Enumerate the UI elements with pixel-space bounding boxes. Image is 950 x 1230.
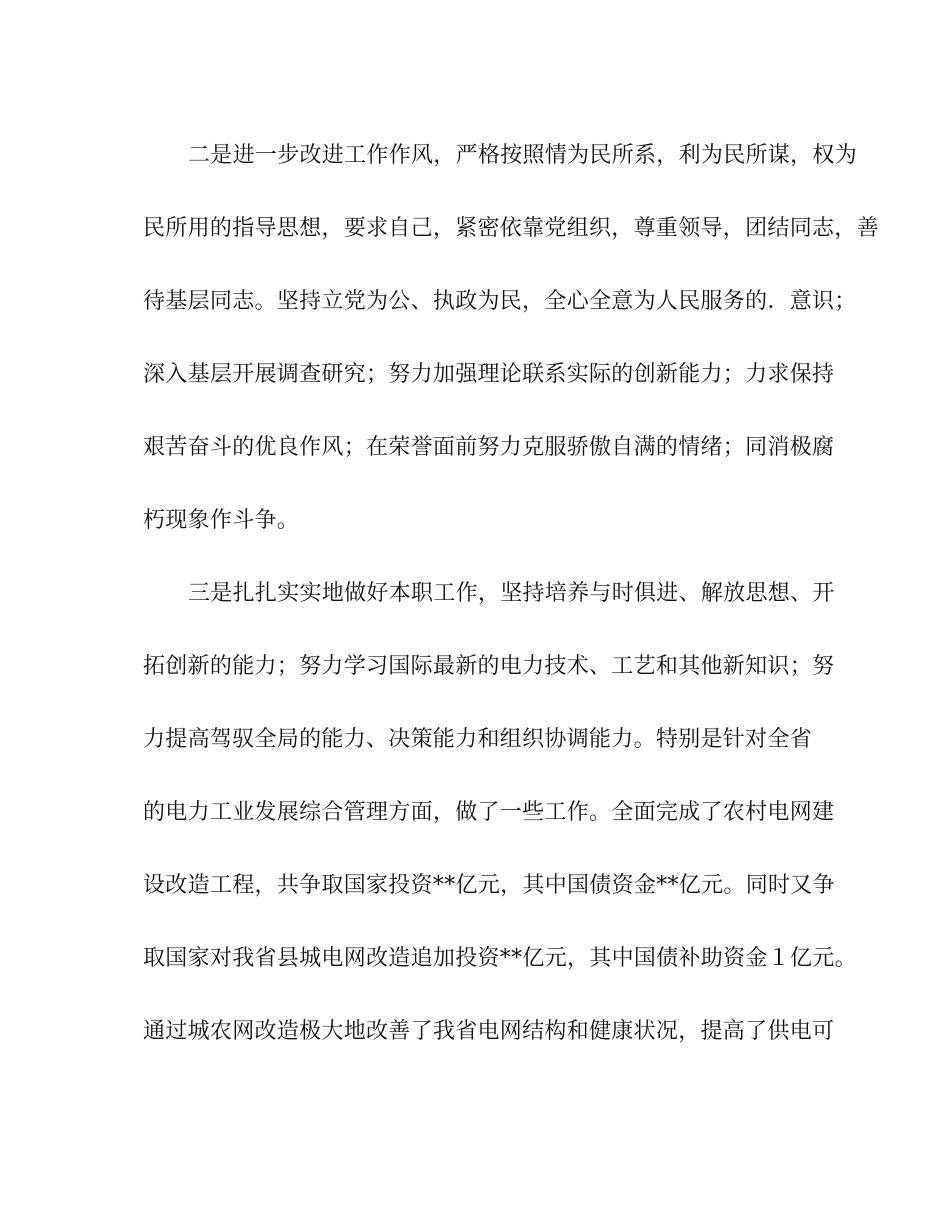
paragraph-line: 民所用的指导思想，要求自己，紧密依靠党组织，尊重领导，团结同志，善 [143,216,879,241]
paragraph-line: 取国家对我省县城电网改造追加投资**亿元，其中国债补助资金１亿元。 [143,946,857,971]
paragraph-line: 拓创新的能力；努力学习国际最新的电力技术、工艺和其他新知识；努 [143,654,835,679]
paragraph-line: 力提高驾驭全局的能力、决策能力和组织协调能力。特别是针对全省 [143,727,813,752]
paragraph-line: 的电力工业发展综合管理方面，做了一些工作。全面完成了农村电网建 [143,800,835,825]
document-body [143,128,879,1077]
paragraph-line: 三是扎扎实实地做好本职工作，坚持培养与时俱进、解放思想、开 [188,581,835,606]
paragraph-line: 通过城农网改造极大地改善了我省电网结构和健康状况，提高了供电可 [143,1019,835,1044]
paragraph-line: 待基层同志。坚持立党为公、执政为民，全心全意为人民服务的．意识； [143,289,857,314]
paragraph-line: 设改造工程，共争取国家投资**亿元，其中国债资金**亿元。同时又争 [143,873,835,898]
paragraph-line: 二是进一步改进工作作风，严格按照情为民所系，利为民所谋，权为 [188,143,858,168]
paragraph-line: 朽现象作斗争。 [143,508,300,533]
paragraph-line: 艰苦奋斗的优良作风；在荣誉面前努力克服骄傲自满的情绪；同消极腐 [143,435,835,460]
paragraph-line: 深入基层开展调查研究；努力加强理论联系实际的创新能力；力求保持 [143,362,835,387]
